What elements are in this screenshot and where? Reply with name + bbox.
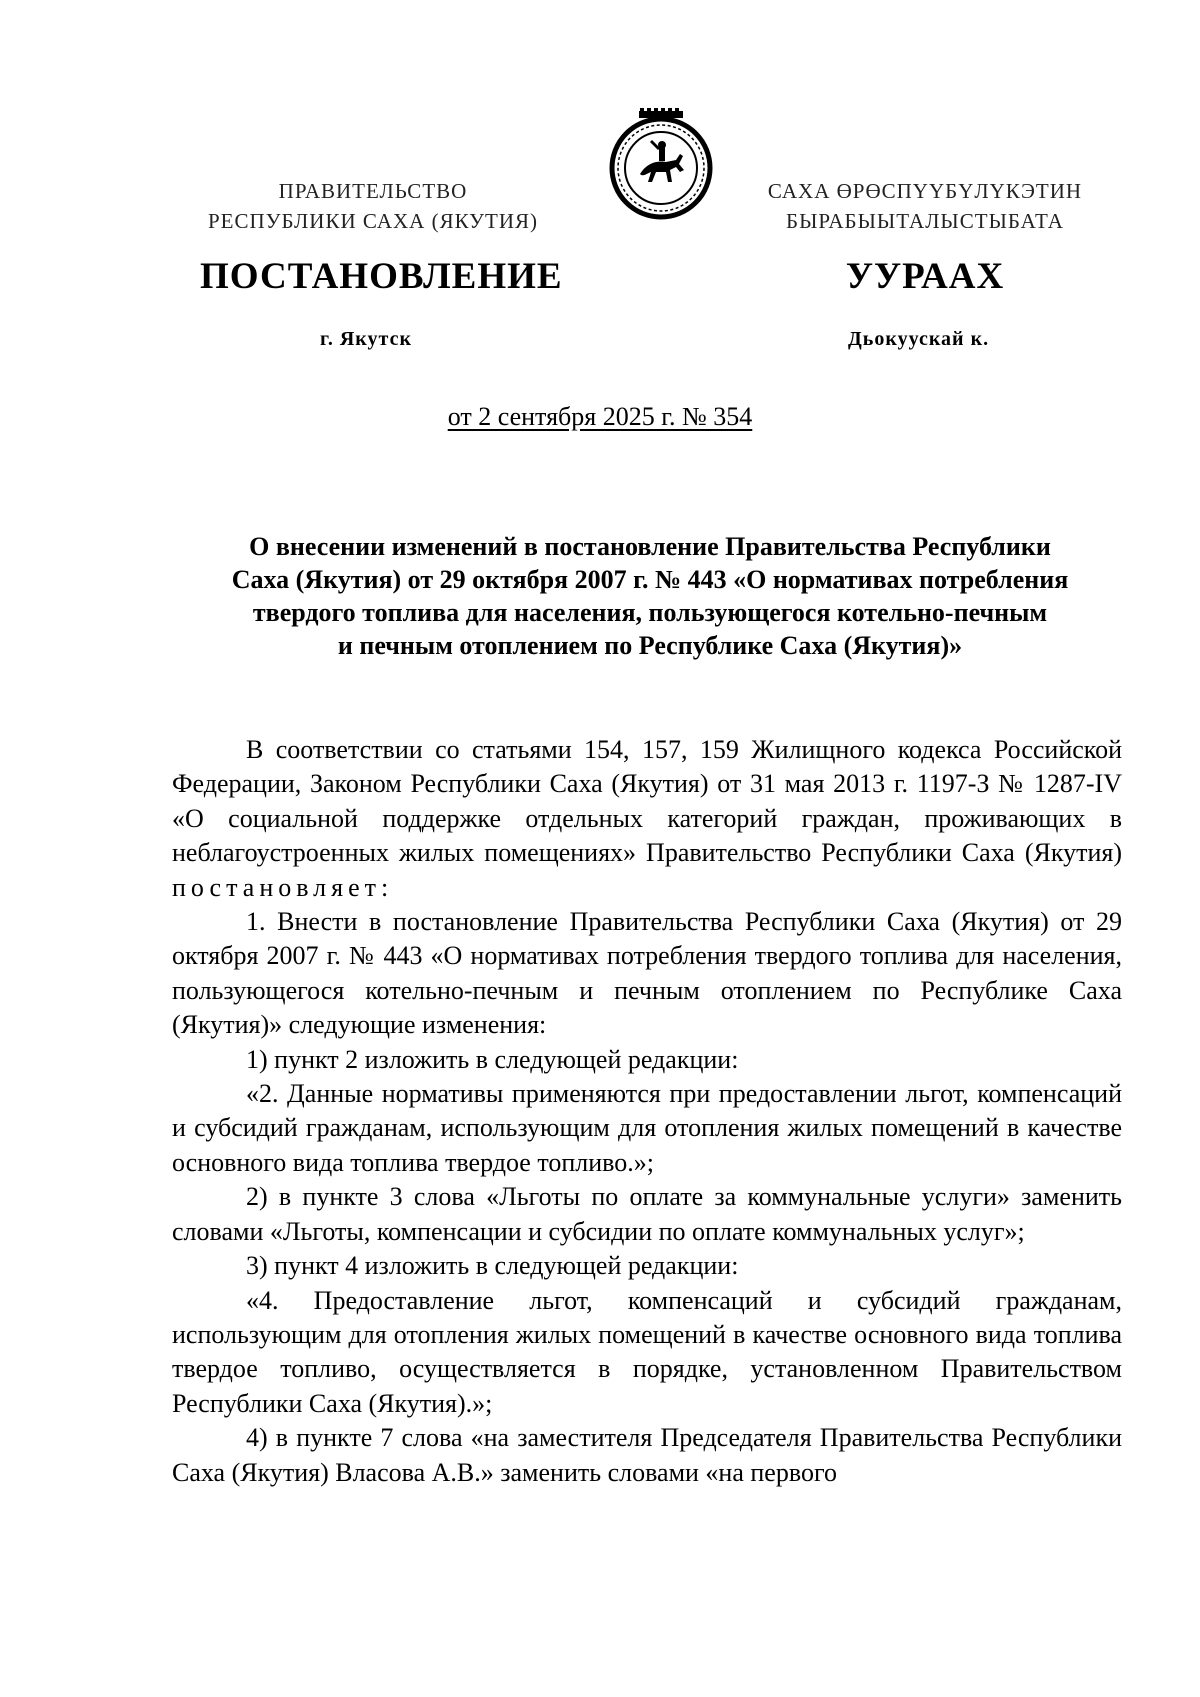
document-date-number (0, 402, 1200, 432)
paragraph-subitem-2: 2) в пункте 3 слова «Льготы по оплате за коммунальные услуги» заменить словами «Льготы, компенсации и субсидии по оплате коммунальных услуг»; (172, 1182, 1122, 1246)
preamble-text: В соответствии со статьями 154, 157, 159 Жилищного кодекса Российской Федерации, Законом Республики Саха (Якутия) от 31 мая 2013 г. 1197-З № 1287-IV «О социальной поддержке отдельных категорий граждан, проживающих в неблагоустроенных жилых помещениях» Правительство Республики Саха (Якутия) (172, 735, 1122, 868)
doc-type-sah: УУРААХ (845, 256, 1005, 297)
resolves-word: постановляет: (172, 872, 394, 902)
title-line: твердого топлива для населения, пользующегося котельно-печным (252, 598, 1048, 627)
doc-type-ru: ПОСТАНОВЛЕНИЕ (200, 256, 563, 297)
issuer-sah (735, 176, 1115, 236)
issuer-ru-line1: ПРАВИТЕЛЬСТВО (278, 179, 468, 203)
paragraph-preamble (172, 733, 1122, 905)
paragraph-subitem-3: 3) пункт 4 изложить в следующей редакции: (246, 1251, 739, 1281)
paragraph-subitem-4: 4) в пункте 7 слова «на заместителя Председателя Правительства Республики Саха (Якутия) Власова А.В.» заменить словами «на первого (172, 1423, 1122, 1487)
document-title (170, 530, 1130, 662)
issuer-sah-line1: САХА ӨРӨСПҮҮБҮЛҮКЭТИН (767, 179, 1083, 203)
paragraph-quote-4: «4. Предоставление льгот, компенсаций и субсидий гражданам, использующим для отопления жилых помещений в качестве основного вида топлива твердое топливо, осуществляется в порядке, установленном Правительством Республики Саха (Якутия).»; (172, 1285, 1122, 1418)
document-date-text: от 2 сентября 2025 г. № 354 (447, 402, 753, 431)
issuer-ru (183, 176, 563, 236)
document-body (172, 733, 1122, 1490)
title-line: и печным отоплением по Республике Саха (Якутия)» (337, 631, 963, 660)
coat-of-arms-emblem-icon (606, 108, 716, 220)
paragraph-quote-2: «2. Данные нормативы применяются при предоставлении льгот, компенсаций и субсидий гражданам, использующим для отопления жилых помещений в качестве основного вида топлива твердое топливо.»; (172, 1079, 1122, 1177)
title-line: Саха (Якутия) от 29 октября 2007 г. № 443 «О нормативах потребления (231, 565, 1069, 594)
city-ru: г. Якутск (320, 328, 412, 350)
city-sah: Дьокуускай к. (848, 328, 990, 350)
issuer-sah-line2: БЫРАБЫЫТАЛЫСТЫБАТА (786, 209, 1064, 233)
paragraph-item-1: 1. Внести в постановление Правительства Республики Саха (Якутия) от 29 октября 2007 г. № 443 «О нормативах потребления твердого топлива для населения, пользующегося котельно-печным и печным отоплением по Республике Саха (Якутия)» следующие изменения: (172, 907, 1122, 1040)
title-line: О внесении изменений в постановление Правительства Республики (249, 532, 1051, 561)
paragraph-subitem-1: 1) пункт 2 изложить в следующей редакции: (246, 1044, 739, 1074)
issuer-ru-line2: РЕСПУБЛИКИ САХА (ЯКУТИЯ) (207, 209, 539, 233)
